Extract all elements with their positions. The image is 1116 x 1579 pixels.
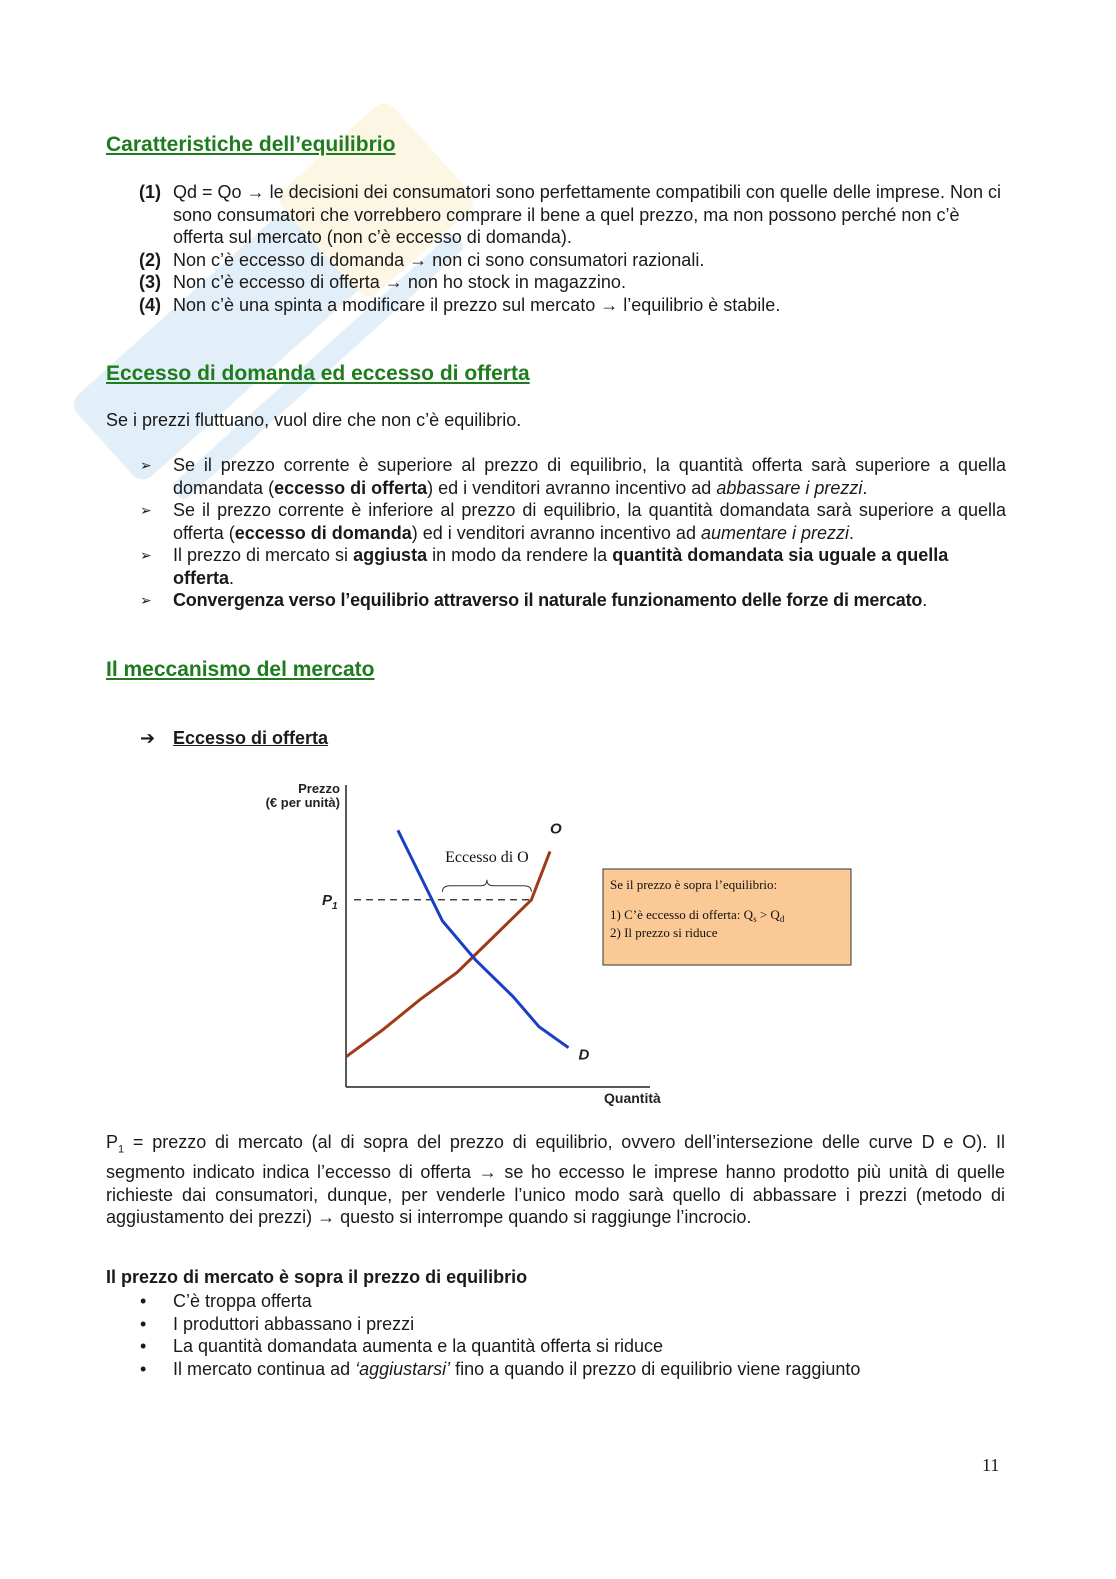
arrow-right-icon: → — [409, 249, 428, 270]
price-p1-label: $P_1$ — [322, 891, 338, 912]
x-axis-label: Quantità — [604, 1090, 661, 1106]
bold-heading: Il prezzo di mercato è sopra il prezzo di equilibrio — [106, 1267, 528, 1287]
list-item: (2) Non c’è eccesso di domanda → non ci sono consumatori razionali. — [139, 249, 705, 270]
list-item: • La quantità domandata aumenta e la quantità offerta si riduce — [140, 1336, 664, 1356]
explanation-paragraph: $P_1$ = prezzo di mercato (al di sopra del prezzo di equilibrio, ovvero dell’intersezione delle curve D e O). Il segmento indicato indica l’eccesso di offerta → se ho eccesso le imprese hanno prodotto più unità di quelle richieste dai consumatori, dunque, per venderle l’unico modo sarà quello di abbassare i prezzi (metodo di aggiustamento dei prezzi) → questo si interrompe quando si raggiunge l’incrocio. — [106, 1132, 1005, 1228]
list-item: (1) Qd = Qo → le decisioni dei consumatori sono perfettamente compatibili con quelle delle imprese. Non ci sono consumatori che vorrebbero comprare il bene a quel prezzo, ma non possono perché non c’è offerta sul mercato (non c’è eccesso di domanda). — [139, 182, 1001, 247]
subheading-excess-supply: ➔ Eccesso di offerta — [140, 728, 329, 748]
arrowhead-bullet-icon: ➢ — [140, 547, 152, 563]
arrow-right-icon: → — [478, 1162, 497, 1183]
list-item: ➢ Se il prezzo corrente è inferiore al prezzo di equilibrio, la quantità domandata sarà superiore a quella offerta (eccesso di domanda) ed i venditori avranno incentivo ad aumentare i prezzi. — [140, 500, 1006, 543]
annotation-box — [603, 869, 851, 965]
section-title-equilibrium: Caratteristiche dell’equilibrio — [106, 133, 396, 156]
bullet-dot-icon: • — [140, 1358, 147, 1379]
arrow-right-icon: → — [600, 294, 619, 315]
page-number: 11 — [982, 1455, 1000, 1475]
excess-list — [140, 454, 1006, 612]
annotation-box-title: Se il prezzo è sopra l’equilibrio: — [610, 877, 778, 892]
list-item: (4) Non c’è una spinta a modificare il prezzo sul mercato → l’equilibrio è stabile. — [139, 294, 781, 315]
y-axis-label-line2: (€ per unità) — [265, 795, 340, 810]
section-title-market-mechanism: Il meccanismo del mercato — [106, 658, 375, 681]
list-item: • I produttori abbassano i prezzi — [140, 1313, 415, 1334]
list-item: ➢ Convergenza verso l’equilibrio attraverso il naturale funzionamento delle forze di mercato. — [140, 590, 927, 610]
bullet-dot-icon: • — [140, 1336, 147, 1356]
bullet-dot-icon: • — [140, 1313, 147, 1334]
market-bullets — [140, 1290, 1006, 1380]
annotation-box-line1: 1) C’è eccesso di offerta: $Q_s > Q_d$ — [610, 907, 785, 924]
list-item: • C’è troppa offerta — [140, 1291, 312, 1311]
section-title-excess: Eccesso di domanda ed eccesso di offerta — [106, 362, 530, 385]
list-item: ➢ Il prezzo di mercato si aggiusta in modo da rendere la quantità domandata sia uguale a quella offerta. — [140, 545, 949, 588]
y-axis-label-line1: Prezzo — [298, 781, 340, 796]
bullet-dot-icon: • — [140, 1291, 147, 1311]
list-item: ➢ Se il prezzo corrente è superiore al prezzo di equilibrio, la quantità offerta sarà superiore a quella domandata (eccesso di offerta) ed i venditori avranno incentivo ad abbassare i prezzi. — [140, 455, 1006, 498]
arrow-right-icon: → — [317, 1207, 336, 1228]
list-item: (3) Non c’è eccesso di offerta → non ho stock in magazzino. — [139, 272, 626, 292]
annotation-box-line2: 2) Il prezzo si riduce — [610, 925, 718, 940]
equilibrium-list — [139, 181, 1005, 316]
arrowhead-bullet-icon: ➢ — [140, 592, 152, 608]
supply-curve-o — [346, 848, 550, 1056]
intro-text: Se i prezzi fluttuano, vuol dire che non c’è equilibrio. — [106, 410, 522, 430]
supply-demand-chart — [240, 770, 870, 1115]
excess-supply-label: Eccesso di O — [445, 848, 529, 866]
arrowhead-bullet-icon: ➢ — [140, 502, 152, 518]
arrow-right-icon: → — [384, 272, 403, 292]
excess-supply-brace — [442, 880, 531, 892]
demand-curve-label: D — [578, 1046, 590, 1064]
arrow-right-icon: → — [246, 182, 265, 202]
supply-curve-label: O — [549, 820, 562, 838]
list-item: • Il mercato continua ad ‘aggiustarsi’ fino a quando il prezzo di equilibrio viene raggiunto — [140, 1358, 861, 1379]
arrow-right-icon: ➔ — [140, 728, 156, 748]
arrowhead-bullet-icon: ➢ — [140, 457, 152, 473]
